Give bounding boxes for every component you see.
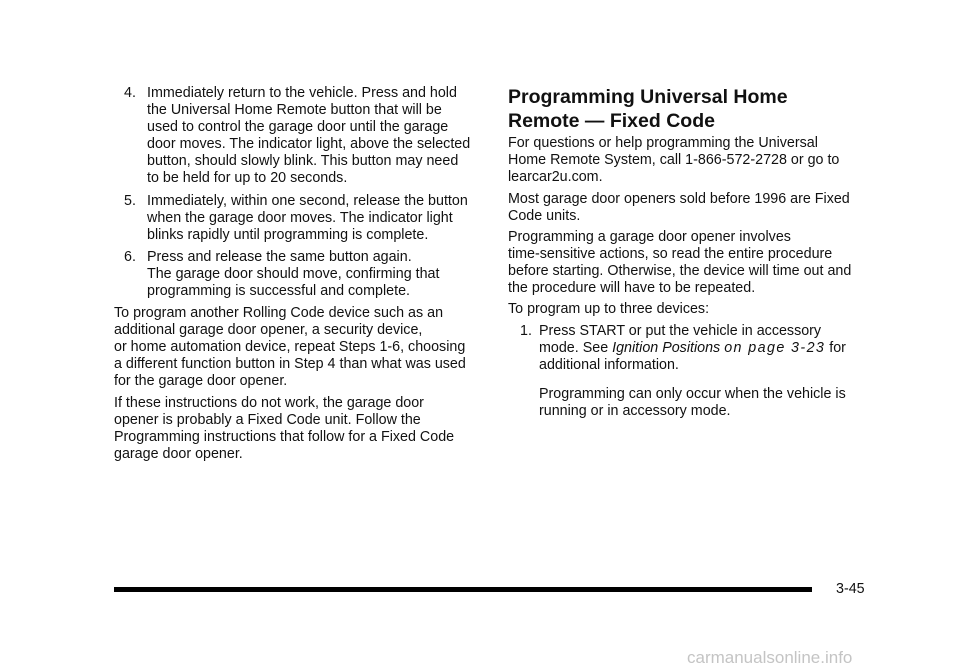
step-note <box>539 386 864 420</box>
text-fragment: mode. See <box>539 340 613 356</box>
step-text <box>147 85 486 187</box>
paragraph-fixed-code-units <box>508 191 864 225</box>
heading-line: Remote — Fixed Code <box>508 110 715 132</box>
text-line: The garage door should move, confirming that <box>147 266 440 282</box>
text-line: Press and release the same button again. <box>147 249 412 265</box>
paragraph-three-devices <box>508 301 864 318</box>
text-line: To program up to three devices: <box>508 301 710 317</box>
text-line: To program another Rolling Code device such as an <box>114 305 444 321</box>
step-number: 1. <box>520 323 532 339</box>
text-line: Programming instructions that follow for a Fixed Code <box>114 429 455 445</box>
text-line: or home automation device, repeat Steps 1-6, choosing <box>114 339 466 355</box>
text-line: to be held for up to 20 seconds. <box>147 170 348 186</box>
paragraph-rolling-code <box>114 305 486 390</box>
text-line: blinks rapidly until programming is complete. <box>147 227 429 243</box>
step-5 <box>114 193 486 244</box>
step-number: 5. <box>124 193 136 209</box>
text-line: learcar2u.com. <box>508 169 603 185</box>
step-1 <box>508 323 864 420</box>
text-line: garage door opener. <box>114 446 243 462</box>
text-line: Press START or put the vehicle in accessory <box>539 323 822 339</box>
text-line: before starting. Otherwise, the device will time out and <box>508 263 852 279</box>
text-line: a different function button in Step 4 than what was used <box>114 356 466 372</box>
text-line: button, should slowly blink. This button may need <box>147 153 459 169</box>
page-reference-link[interactable]: on page 3-23 <box>724 340 826 356</box>
text-line-with-reference <box>539 340 864 357</box>
step-text <box>147 193 486 244</box>
text-line: Most garage door openers sold before 1996 are Fixed <box>508 191 850 207</box>
step-text <box>539 323 864 420</box>
watermark: carmanualsonline.info <box>687 648 853 667</box>
text-line: door moves. The indicator light, above the selected <box>147 136 471 152</box>
step-number: 4. <box>124 85 136 101</box>
paragraph-contact <box>508 135 864 186</box>
page-number: 3-45 <box>836 581 865 597</box>
section-heading <box>508 85 788 133</box>
text-line: Home Remote System, call 1-866-572-2728 or go to <box>508 152 840 168</box>
step-4 <box>114 85 486 187</box>
text-fragment: for <box>825 340 846 356</box>
step-text <box>147 249 486 300</box>
text-line: when the garage door moves. The indicator light <box>147 210 453 226</box>
text-line: additional information. <box>539 357 679 373</box>
text-line: For questions or help programming the Universal <box>508 135 818 151</box>
text-line: Programming can only occur when the vehicle is <box>539 386 846 402</box>
text-line: Programming a garage door opener involves <box>508 229 791 245</box>
text-line: additional garage door opener, a security device, <box>114 322 423 338</box>
paragraph-time-sensitive <box>508 229 864 297</box>
step-number: 6. <box>124 249 136 265</box>
text-line: programming is successful and complete. <box>147 283 411 299</box>
text-line: If these instructions do not work, the garage door <box>114 395 424 411</box>
ignition-positions-link[interactable]: Ignition Positions <box>612 340 721 356</box>
text-line: the procedure will have to be repeated. <box>508 280 756 296</box>
text-line: opener is probably a Fixed Code unit. Follow the <box>114 412 421 428</box>
heading-line: Programming Universal Home <box>508 86 788 108</box>
text-line: time-sensitive actions, so read the entire procedure <box>508 246 833 262</box>
text-line: for the garage door opener. <box>114 373 288 389</box>
text-line: used to control the garage door until the garage <box>147 119 449 135</box>
footer-rule <box>114 587 812 592</box>
paragraph-fixed-code-note <box>114 395 486 463</box>
step-6 <box>114 249 486 300</box>
text-line: Code units. <box>508 208 581 224</box>
text-line: the Universal Home Remote button that will be <box>147 102 442 118</box>
text-line: running or in accessory mode. <box>539 403 731 419</box>
text-line: Immediately return to the vehicle. Press and hold <box>147 85 457 101</box>
text-line: Immediately, within one second, release the button <box>147 193 468 209</box>
